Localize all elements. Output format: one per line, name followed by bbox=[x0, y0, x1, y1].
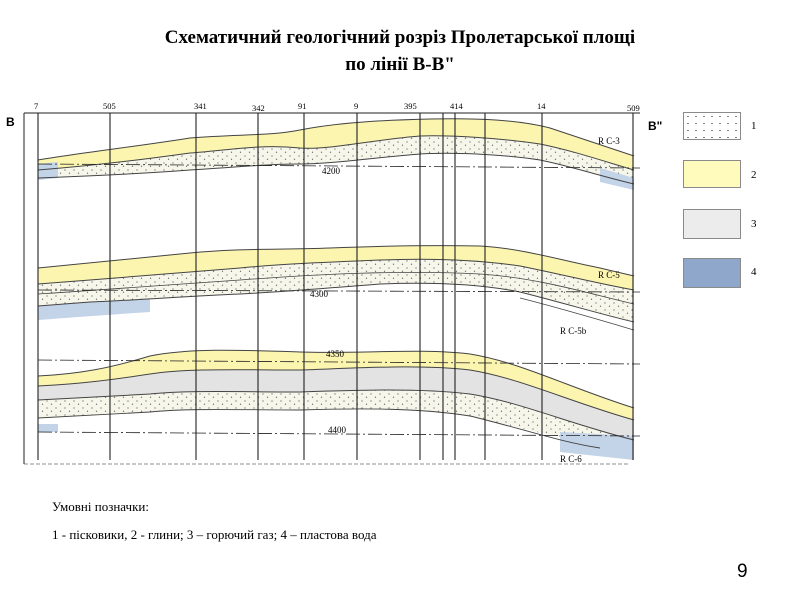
legend-number: 1 bbox=[751, 120, 757, 132]
horizon-rc6 bbox=[38, 350, 640, 460]
depth-label: 4400 bbox=[328, 425, 346, 435]
title-line-1: Схематичний геологічний розріз Пролетарської площі bbox=[164, 27, 636, 48]
well-label: 341 bbox=[194, 101, 207, 111]
page-number: 9 bbox=[737, 561, 748, 582]
layer-label: R C-5b bbox=[560, 326, 587, 336]
legend-swatch-gas bbox=[683, 209, 741, 239]
well-label: 7 bbox=[34, 101, 39, 111]
caption-text: 1 - пісковики, 2 - глини; 3 – горючий газ; 4 – пластова вода bbox=[52, 527, 377, 542]
slide-title bbox=[0, 24, 800, 78]
caption-heading: Умовні позначки: bbox=[52, 499, 149, 514]
layer-label: R C-5 bbox=[598, 270, 620, 280]
depth-label: 4300 bbox=[310, 289, 328, 299]
layer-label: R C-3 bbox=[598, 136, 620, 146]
depth-label: 4350 bbox=[326, 349, 344, 359]
well-label: 414 bbox=[450, 101, 463, 111]
well-label: 505 bbox=[103, 101, 116, 111]
section-right-label: В" bbox=[648, 119, 663, 133]
well-label: 342 bbox=[252, 103, 265, 113]
legend-number: 2 bbox=[751, 169, 757, 181]
title-line-2: по лінії В-В" bbox=[345, 54, 455, 75]
caption bbox=[52, 493, 376, 549]
legend-number: 3 bbox=[751, 218, 757, 230]
well-label: 9 bbox=[354, 101, 359, 111]
horizon-rc5 bbox=[38, 246, 640, 330]
depth-label: 4200 bbox=[322, 166, 340, 176]
well-label: 395 bbox=[404, 101, 417, 111]
geological-cross-section bbox=[0, 98, 663, 478]
legend-swatch-clay bbox=[683, 160, 741, 188]
legend-number: 4 bbox=[751, 266, 757, 278]
well-label: 14 bbox=[537, 101, 546, 111]
legend-swatch-water bbox=[683, 258, 741, 288]
horizon-rc3 bbox=[38, 119, 640, 190]
well-label: 91 bbox=[298, 101, 307, 111]
section-left-label: В bbox=[6, 115, 15, 129]
layer-label: R C-6 bbox=[560, 454, 582, 464]
legend-swatch-sandstone bbox=[683, 112, 741, 140]
well-label: 509 bbox=[627, 103, 640, 113]
water-layer-west bbox=[38, 424, 58, 432]
